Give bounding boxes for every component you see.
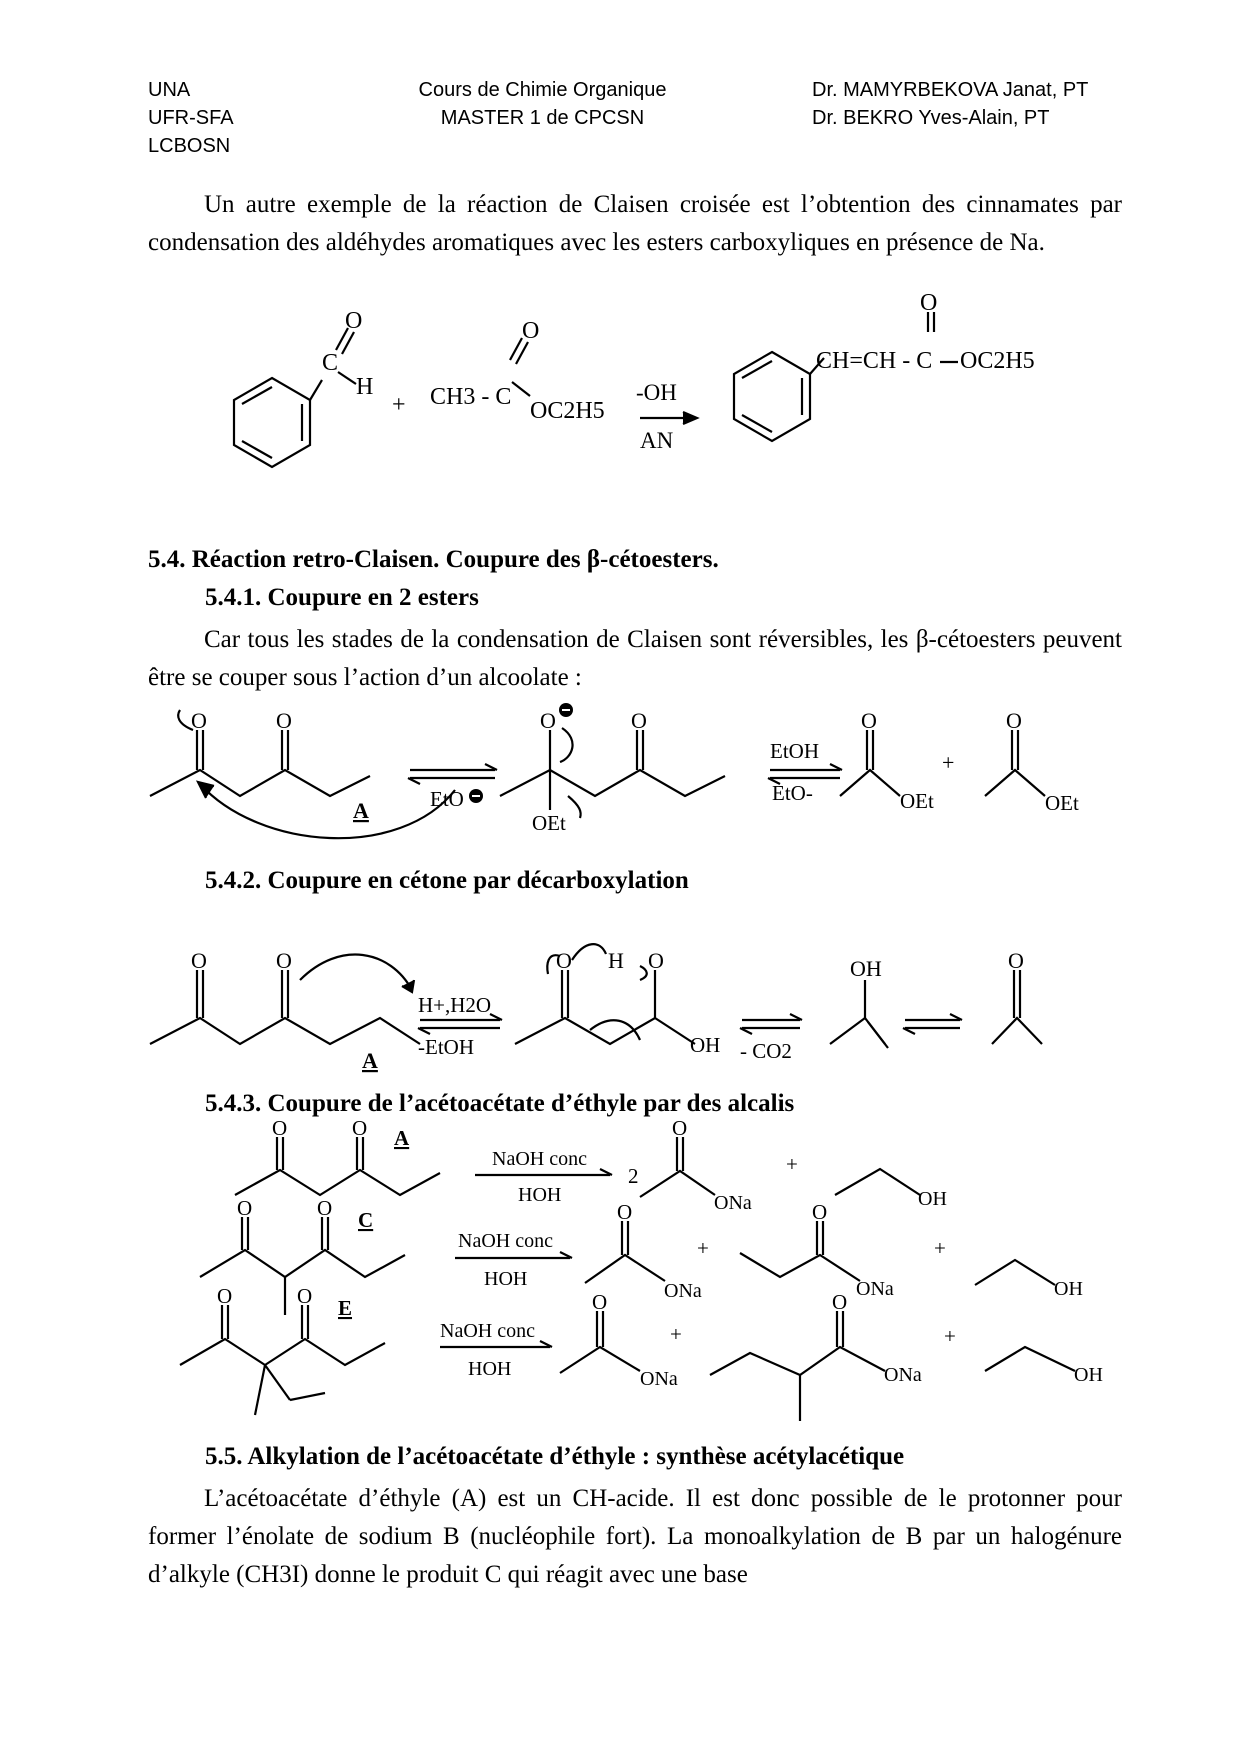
section-5-4-1-title: 5.4.1. Coupure en 2 esters <box>205 584 479 611</box>
scheme-decarboxylation <box>0 940 1240 1080</box>
s2-o4: O <box>631 708 647 733</box>
s4-reagent-bottom-1: HOH <box>518 1184 562 1206</box>
s1-product-o: O <box>920 290 938 316</box>
s4-ona-3: ONa <box>856 1278 894 1300</box>
s2-label-a: A <box>353 798 369 823</box>
s3-o2: O <box>276 948 292 973</box>
s1-ald-c: C <box>322 350 339 376</box>
s3-oh: OH <box>690 1033 721 1057</box>
section-5-4-text: Car tous les stades de la condensation de Claisen sont réversibles, les β-cétoesters peuvent être se couper sous l’action d’un alcoolate : <box>148 626 1122 691</box>
s4-o-e4: O <box>832 1290 848 1314</box>
intro-text: Un autre exemple de la réaction de Claisen croisée est l’obtention des cinnamates par condensation des aldéhydes aromatiques avec les esters carboxyliques en présence de Na. <box>148 191 1122 256</box>
s4-o-e3: O <box>592 1290 608 1314</box>
scheme-cinnamate <box>0 290 1240 480</box>
s4-o-a3: O <box>672 1116 688 1140</box>
section-5-4-title: 5.4. Réaction retro-Claisen. Coupure des β-cétoesters. <box>148 546 719 573</box>
s2-o5: O <box>861 708 877 733</box>
s4-plus-2: + <box>697 1236 709 1260</box>
header-right-line-2: Dr. BEKRO Yves-Alain, PT <box>812 107 1050 129</box>
s4-reagent-bottom-2: HOH <box>484 1268 528 1290</box>
s4-ona-4: ONa <box>640 1368 678 1390</box>
s1-ald-h: H <box>356 374 374 400</box>
s4-plus-4: + <box>670 1322 682 1346</box>
s4-ona-5: ONa <box>884 1364 922 1386</box>
s4-o-c4: O <box>812 1200 828 1224</box>
s3-o1: O <box>191 948 207 973</box>
header-left-line-1: UNA <box>148 79 191 101</box>
s4-plus-5: + <box>944 1324 956 1348</box>
product-benzene-ring <box>734 352 810 441</box>
s4-coef: 2 <box>628 1164 639 1188</box>
header-right-line-1: Dr. MAMYRBEKOVA Janat, PT <box>812 79 1089 101</box>
s1-ester-o: O <box>522 318 540 344</box>
s2-o6: O <box>1006 708 1022 733</box>
s3-label-a: A <box>362 1048 378 1073</box>
s1-ester-oc2h5: OC2H5 <box>530 398 605 424</box>
s2-eto-minus: EtO <box>430 787 464 811</box>
s4-reagent-bottom-3: HOH <box>468 1358 512 1380</box>
s4-label-c: C <box>358 1208 374 1232</box>
header-left-line-3: LCBOSN <box>148 135 231 157</box>
s2-product-oet-1: OEt <box>900 789 934 813</box>
s4-oh-1: OH <box>918 1188 947 1210</box>
s4-label-a: A <box>394 1126 410 1150</box>
s4-o-e2: O <box>297 1284 313 1308</box>
s4-o-e1: O <box>217 1284 233 1308</box>
s1-reagent-bottom: AN <box>640 428 674 453</box>
s4-ona-1: ONa <box>714 1192 752 1214</box>
s4-o-a1: O <box>272 1116 288 1140</box>
s4-reagent-top-2: NaOH conc <box>458 1230 553 1252</box>
s4-o-c2: O <box>317 1196 333 1220</box>
header-right <box>812 76 1088 132</box>
section-5-4-3-title: 5.4.3. Coupure de l’acétoacétate d’éthyle par des alcalis <box>205 1090 795 1117</box>
s4-reagent-top-3: NaOH conc <box>440 1320 535 1342</box>
s3-o5: O <box>1008 948 1024 973</box>
s2-etoh: EtOH <box>770 739 819 763</box>
s2-eto-back: EtO- <box>772 781 813 805</box>
benzene-ring <box>234 378 310 467</box>
s1-ester-prefix: CH3 - C <box>430 384 512 410</box>
header-center-line-1: Cours de Chimie Organique <box>418 79 667 101</box>
s2-o1: O <box>191 708 207 733</box>
section-5-5-paragraph <box>148 1480 1122 1594</box>
header-center-line-2: MASTER 1 de CPCSN <box>440 107 645 129</box>
scheme-retro-claisen <box>0 700 1240 850</box>
s4-oh-2: OH <box>1054 1278 1083 1300</box>
section-5-4-2-title: 5.4.2. Coupure en cétone par décarboxylation <box>205 867 689 894</box>
s1-product-oc2h5: OC2H5 <box>960 348 1035 374</box>
s4-ona-2: ONa <box>664 1280 702 1302</box>
s2-plus: + <box>942 750 955 775</box>
header-left-line-2: UFR-SFA <box>148 107 234 129</box>
s2-o3: O <box>540 708 556 733</box>
s1-plus: + <box>392 392 406 418</box>
s2-o2: O <box>276 708 292 733</box>
s3-minus-co2: - CO2 <box>740 1039 792 1063</box>
s4-label-e: E <box>338 1296 353 1320</box>
s4-o-a2: O <box>352 1116 368 1140</box>
s4-reagent-top-1: NaOH conc <box>492 1148 587 1170</box>
s1-reagent-top: -OH <box>636 380 677 405</box>
s4-plus-1: + <box>786 1152 798 1176</box>
s2-product-oet-2: OEt <box>1045 791 1079 815</box>
s3-o4: O <box>648 948 664 973</box>
s4-plus-3: + <box>934 1236 946 1260</box>
section-5-5-text: L’acétoacétate d’éthyle (A) est un CH-acide. Il est donc possible de le protonner pour former l’énolate de sodium B (nucléophile fort). La monoalkylation de B par un halogénure d’alkyle (CH3I) donne le produit C qui réagit avec une base <box>148 1485 1122 1588</box>
s1-product-chain: CH=CH - C <box>816 348 933 374</box>
s1-ald-o: O <box>345 308 363 334</box>
s4-oh-3: OH <box>1074 1364 1103 1386</box>
s4-o-c1: O <box>237 1196 253 1220</box>
section-5-5-title: 5.5. Alkylation de l’acétoacétate d’éthyle : synthèse acétylacétique <box>205 1443 905 1470</box>
s3-o3: O <box>556 948 572 973</box>
s3-reagent-top: H+,H2O <box>418 993 492 1017</box>
s4-o-c3: O <box>617 1200 633 1224</box>
s3-enol-oh: OH <box>850 956 882 981</box>
s3-reagent-bottom: -EtOH <box>418 1035 474 1059</box>
s3-h: H <box>608 948 624 973</box>
scheme-alkaline-cleavage <box>0 1116 1240 1425</box>
section-5-4-paragraph <box>148 621 1122 697</box>
s2-oet-intermediate: OEt <box>532 811 566 835</box>
intro-paragraph <box>148 186 1122 262</box>
